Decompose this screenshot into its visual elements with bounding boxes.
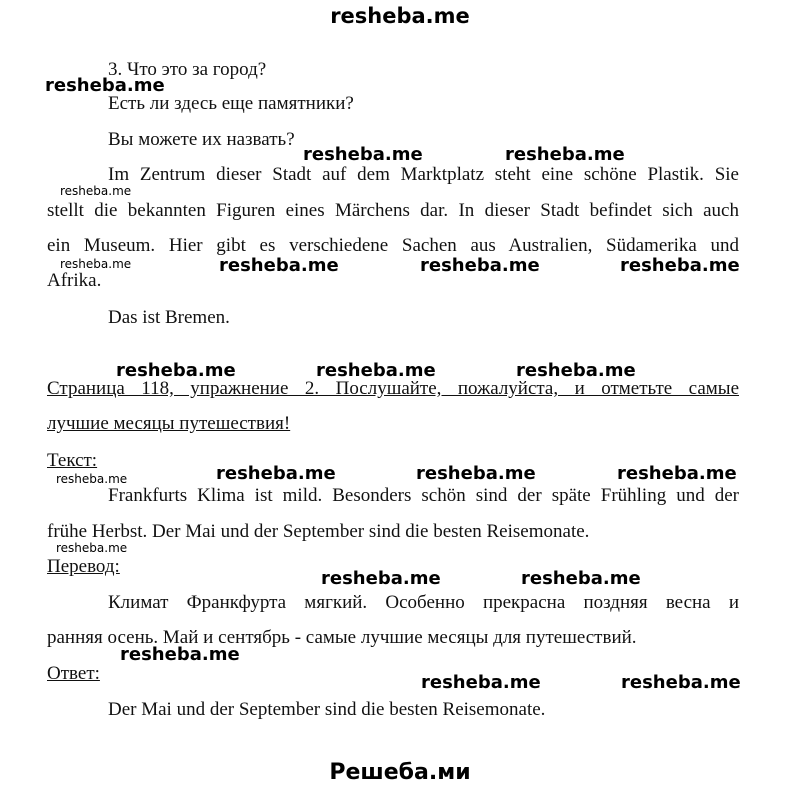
watermark: resheba.me <box>505 144 625 165</box>
text-line-1: Frankfurts Klima ist mild. Besonders schön sind der späte Frühling und der <box>108 485 739 506</box>
watermark: resheba.me <box>219 255 339 276</box>
paragraph-line-1: Im Zentrum dieser Stadt auf dem Marktplatz steht eine schöne Plastik. Sie <box>108 164 739 185</box>
translation-label: Перевод: <box>47 556 120 577</box>
watermark: resheba.me <box>60 184 132 198</box>
watermark: resheba.me <box>420 255 540 276</box>
watermark: resheba.me <box>120 644 240 665</box>
watermark: resheba.me <box>45 75 165 96</box>
watermark: resheba.me <box>617 463 737 484</box>
watermark: resheba.me <box>521 568 641 589</box>
watermark: resheba.me <box>216 463 336 484</box>
answer-bremen: Das ist Bremen. <box>108 307 230 328</box>
watermark: resheba.me <box>421 672 541 693</box>
site-footer: Решеба.ми <box>329 760 471 785</box>
watermark: resheba.me <box>321 568 441 589</box>
task-line-1: Страница 118, упражнение 2. Послушайте, пожалуйста, и отметьте самые <box>47 378 739 399</box>
watermark: resheba.me <box>620 255 740 276</box>
watermark: resheba.me <box>56 472 128 486</box>
watermark: resheba.me <box>303 144 423 165</box>
paragraph-line-4: Afrika. <box>47 270 102 291</box>
watermark: resheba.me <box>516 360 636 381</box>
watermark: resheba.me <box>316 360 436 381</box>
site-header: resheba.me <box>330 4 470 28</box>
text-line-2: frühe Herbst. Der Mai und der September sind die besten Reisemonate. <box>47 521 590 542</box>
watermark: resheba.me <box>416 463 536 484</box>
watermark: resheba.me <box>116 360 236 381</box>
task-line-2: лучшие месяцы путешествия! <box>47 413 291 434</box>
paragraph-line-2: stellt die bekannten Figuren eines Märchens dar. In dieser Stadt befindet sich auch <box>47 200 739 221</box>
answer-text: Der Mai und der September sind die besten Reisemonate. <box>108 699 546 720</box>
question-3: Вы можете их назвать? <box>108 129 295 150</box>
translation-line-1: Климат Франкфурта мягкий. Особенно прекрасна поздняя весна и <box>108 592 739 613</box>
answer-label: Ответ: <box>47 663 100 684</box>
watermark: resheba.me <box>621 672 741 693</box>
watermark: resheba.me <box>56 541 128 555</box>
paragraph-line-3: ein Museum. Hier gibt es verschiedene Sachen aus Australien, Südamerika und <box>47 235 739 256</box>
question-1: 3. Что это за город? <box>108 59 267 80</box>
translation-line-2: ранняя осень. Май и сентябрь - самые лучшие месяцы для путешествий. <box>47 627 637 648</box>
text-label: Текст: <box>47 450 98 471</box>
question-2: Есть ли здесь еще памятники? <box>108 93 354 114</box>
watermark: resheba.me <box>60 257 132 271</box>
